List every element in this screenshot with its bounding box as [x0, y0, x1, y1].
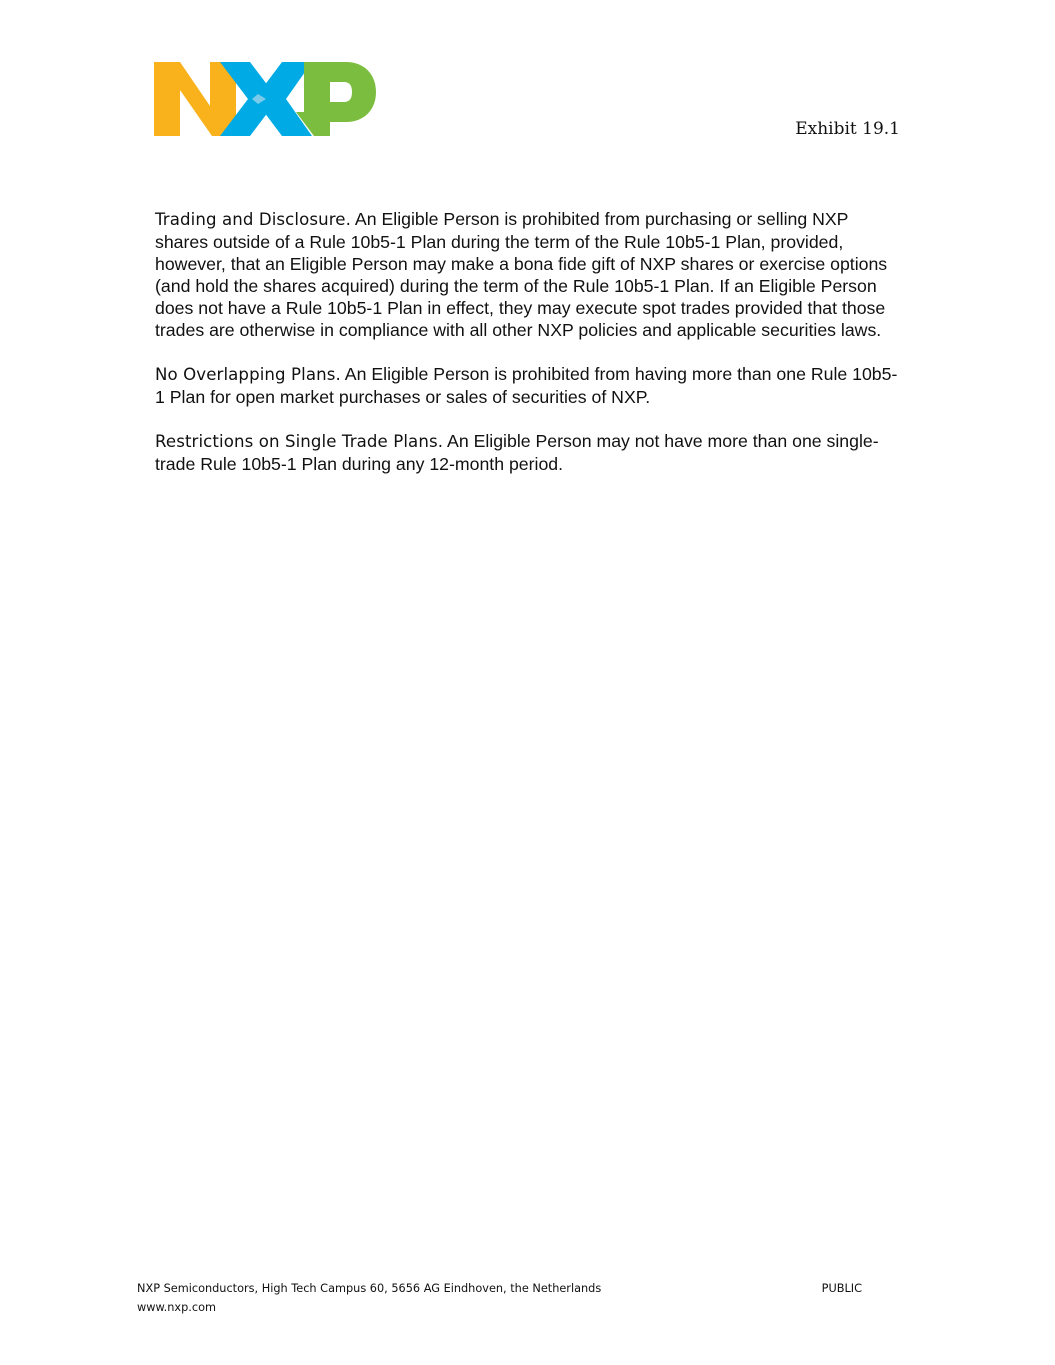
nxp-logo: [154, 60, 376, 138]
footer-address: NXP Semiconductors, High Tech Campus 60, 5656 AG Eindhoven, the Netherlands: [137, 1282, 602, 1295]
exhibit-label: Exhibit 19.1: [795, 119, 900, 139]
section-text: An Eligible Person may not have more than one single-trade Rule 10b5-1 Plan during any 12-month period.: [155, 431, 879, 474]
document-body: [155, 208, 905, 497]
section-no-overlapping-plans: [155, 363, 905, 408]
section-trading-and-disclosure: [155, 208, 905, 341]
logo-letter-p: [296, 62, 376, 136]
section-text: An Eligible Person is prohibited from purchasing or selling NXP shares outside of a Rule 10b5-1 Plan during the term of the Rule 10b5-1 Plan, provided, however, that an Eligible Person may make a bona fide gift of NXP shares or exercise options (and hold the shares acquired) during the term of the Rule 10b5-1 Plan. If an Eligible Person does not have a Rule 10b5-1 Plan in effect, they may execute spot trades provided that those trades are otherwise in compliance with all other NXP policies and applicable securities laws.: [155, 209, 888, 340]
section-heading: No Overlapping Plans.: [155, 365, 341, 384]
section-text: An Eligible Person is prohibited from having more than one Rule 10b5-1 Plan for open market purchases or sales of securities of NXP.: [155, 364, 898, 407]
section-heading: Restrictions on Single Trade Plans.: [155, 432, 444, 451]
section-heading: Trading and Disclosure.: [155, 210, 351, 229]
footer-website: www.nxp.com: [137, 1301, 217, 1314]
section-single-trade-plans: [155, 430, 905, 475]
logo-letter-n: [154, 62, 236, 136]
logo-letter-x-right: [258, 62, 312, 136]
page-footer: [137, 1279, 862, 1317]
footer-classification: PUBLIC: [821, 1282, 862, 1295]
